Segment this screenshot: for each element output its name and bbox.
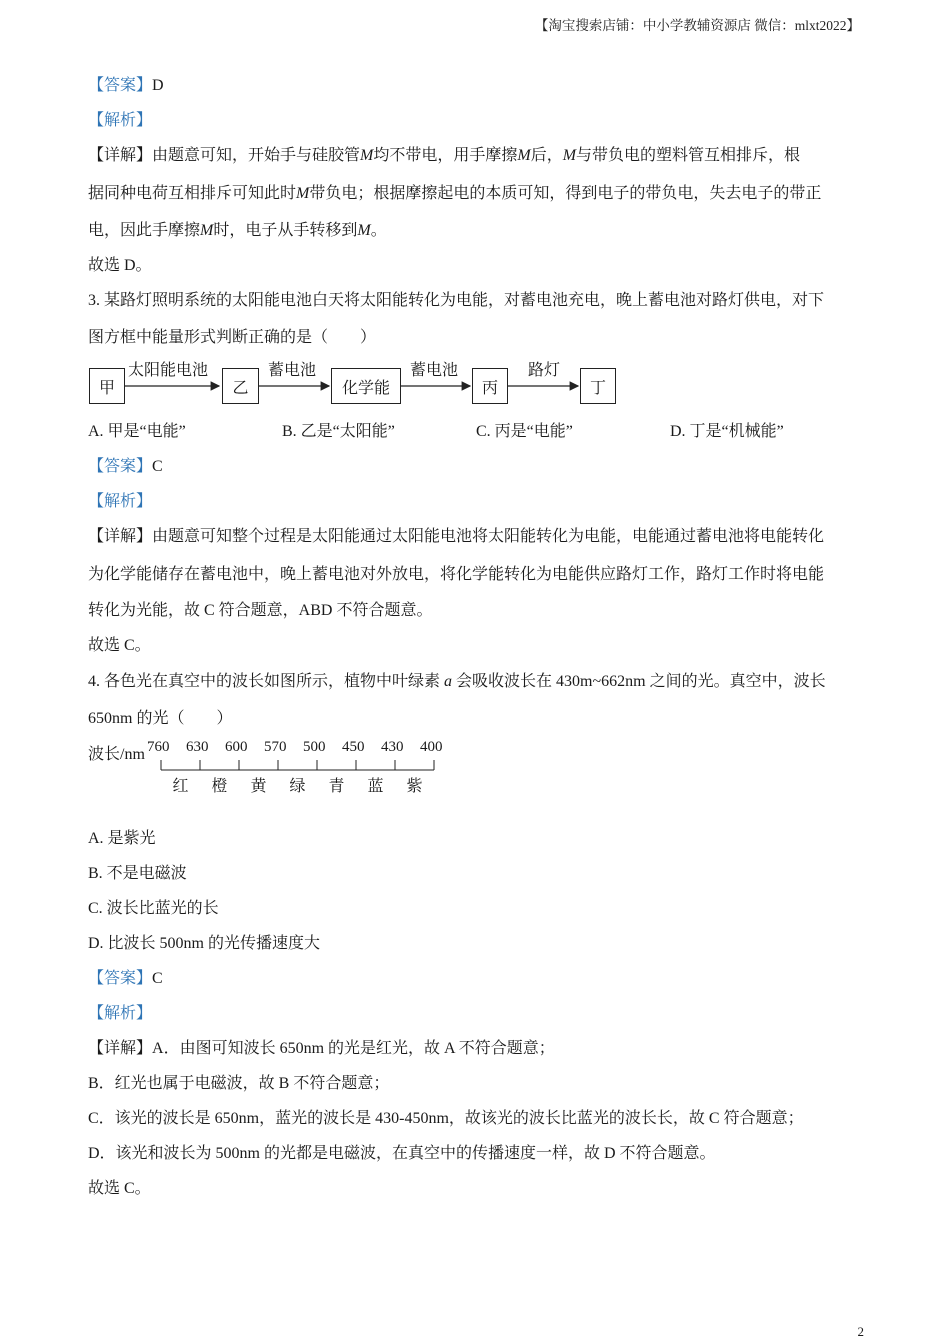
q3-option-b: B. 乙是“太阳能” xyxy=(282,423,395,440)
scale-tick-label: 400 xyxy=(420,739,443,755)
q4-stem-text: 4. 各色光在真空中的波长如图所示，植物中叶绿素 xyxy=(88,673,441,690)
q4-detail-a xyxy=(88,1039,555,1059)
variable-m: M xyxy=(357,222,371,239)
q4-detail-d: D．该光和波长为 500nm 的光都是电磁波，在真空中的传播速度一样，故 D 不符合题意。 xyxy=(88,1145,716,1162)
q2-detail-text: 均不带电，用手摩擦 xyxy=(373,147,518,164)
scale-label: 波长/nm xyxy=(88,746,145,763)
q2-detail-text: 后， xyxy=(530,147,563,164)
scale-color-label: 橙 xyxy=(211,778,228,795)
q4-detail-b: B．红光也属于电磁波，故 B 不符合题意； xyxy=(88,1075,390,1092)
page-header: 【淘宝搜索店铺：中小学教辅资源店 微信：mlxt2022】 xyxy=(534,18,860,33)
box-chemical: 化学能 xyxy=(331,368,401,404)
q4-analysis-tag: 【解析】 xyxy=(88,1005,153,1022)
q2-detail-text: 据同种电荷互相排斥可知此时 xyxy=(88,185,297,202)
q2-detail-text: 。 xyxy=(370,222,387,239)
scale-tick-label: 430 xyxy=(381,739,404,755)
answer-tag: 【答案】 xyxy=(88,970,153,987)
q3-stem-line-2: 图方框中能量形式判断正确的是（ ） xyxy=(88,329,377,346)
q4-answer-line xyxy=(88,969,163,989)
q3-option-a: A. 甲是“电能” xyxy=(88,423,186,440)
q3-detail-line-2: 为化学能储存在蓄电池中，晚上蓄电池对外放电，将化学能转化为电能供应路灯工作，路灯工作时将电能 xyxy=(88,566,825,583)
scale-tick-label: 450 xyxy=(342,739,365,755)
arrow-label-1: 太阳能电池 xyxy=(128,362,209,379)
q2-answer: D xyxy=(152,77,164,94)
q4-detail-c: C．该光的波长是 650nm，蓝光的波长是 430-450nm，故该光的波长比蓝光的波长长，故 C 符合题意； xyxy=(88,1110,804,1127)
answer-tag: 【答案】 xyxy=(88,77,153,94)
q3-detail-line-3: 转化为光能，故 C 符合题意，ABD 不符合题意。 xyxy=(88,602,433,619)
scale-tick-label: 600 xyxy=(225,739,248,755)
variable-m: M xyxy=(517,147,531,164)
scale-tick-label: 570 xyxy=(264,739,287,755)
q2-conclusion: 故选 D。 xyxy=(88,257,152,274)
arrow-label-3: 蓄电池 xyxy=(410,362,459,379)
box-ding: 丁 xyxy=(580,368,616,404)
q3-option-c: C. 丙是“电能” xyxy=(476,423,573,440)
answer-tag: 【答案】 xyxy=(88,458,153,475)
q3-conclusion: 故选 C。 xyxy=(88,637,151,654)
scale-color-label: 青 xyxy=(328,778,345,795)
q2-analysis-tag: 【解析】 xyxy=(88,112,153,129)
scale-color-label: 紫 xyxy=(406,778,423,795)
q3-analysis-tag: 【解析】 xyxy=(88,493,153,510)
q4-answer: C xyxy=(152,970,163,987)
q3-answer: C xyxy=(152,458,163,475)
q4-option-b: B. 不是电磁波 xyxy=(88,865,187,882)
scale-color-label: 红 xyxy=(172,778,189,795)
q2-detail-line-2 xyxy=(88,184,821,204)
scale-color-label: 蓝 xyxy=(367,778,384,795)
detail-tag: 【详解】 xyxy=(88,528,153,545)
detail-tag: 【详解】 xyxy=(88,147,153,164)
scale-color-label: 绿 xyxy=(289,778,306,795)
arrow-label-4: 路灯 xyxy=(528,362,561,379)
box-bing: 丙 xyxy=(472,368,508,404)
scale-color-label: 黄 xyxy=(250,778,267,795)
q2-detail-line-1 xyxy=(88,146,800,166)
q4-conclusion: 故选 C。 xyxy=(88,1180,151,1197)
variable-m: M xyxy=(200,222,214,239)
q2-detail-text: 与带负电的塑料管互相排斥，根 xyxy=(576,147,801,164)
q4-option-c: C. 波长比蓝光的长 xyxy=(88,900,219,917)
q4-stem-line-2: 650nm 的光（ ） xyxy=(88,710,233,727)
q3-detail-line-1 xyxy=(88,527,824,547)
scale-tick-label: 630 xyxy=(186,739,209,755)
q4-option-d: D. 比波长 500nm 的光传播速度大 xyxy=(88,935,321,952)
arrow-label-2: 蓄电池 xyxy=(268,362,317,379)
variable-m: M xyxy=(562,147,577,164)
q4-detail-text: A．由图可知波长 650nm 的光是红光，故 A 不符合题意； xyxy=(152,1040,555,1057)
detail-tag: 【详解】 xyxy=(88,1040,153,1057)
box-yi: 乙 xyxy=(222,368,259,404)
q2-detail-text: 带负电；根据摩擦起电的本质可知，得到电子的带负电，失去电子的带正 xyxy=(309,185,822,202)
q3-option-d: D. 丁是“机械能” xyxy=(670,423,784,440)
variable-m: M xyxy=(360,147,374,164)
q2-detail-text: 时，电子从手转移到 xyxy=(213,222,358,239)
q4-stem-line-1 xyxy=(88,672,826,692)
variable-m: M xyxy=(296,185,310,202)
box-jia: 甲 xyxy=(89,368,125,404)
page-number: 2 xyxy=(857,1324,864,1339)
q3-detail-text: 由题意可知整个过程是太阳能通过太阳能电池将太阳能转化为电能，电能通过蓄电池将电能转化 xyxy=(152,528,825,545)
variable-a: a xyxy=(444,673,453,690)
q2-detail-text: 由题意可知，开始手与硅胶管 xyxy=(152,147,361,164)
q4-stem-text: 会吸收波长在 430m~662nm 之间的光。真空中，波长 xyxy=(456,673,826,690)
q4-option-a: A. 是紫光 xyxy=(88,830,156,847)
q2-detail-text: 电，因此手摩擦 xyxy=(88,222,201,239)
q2-answer-line xyxy=(88,76,164,96)
scale-tick-label: 760 xyxy=(147,739,170,755)
q2-detail-line-3 xyxy=(88,221,387,241)
q3-answer-line xyxy=(88,457,163,477)
scale-tick-label: 500 xyxy=(303,739,326,755)
q3-stem-line-1: 3. 某路灯照明系统的太阳能电池白天将太阳能转化为电能，对蓄电池充电，晚上蓄电池对路灯供电，对下 xyxy=(88,292,825,309)
